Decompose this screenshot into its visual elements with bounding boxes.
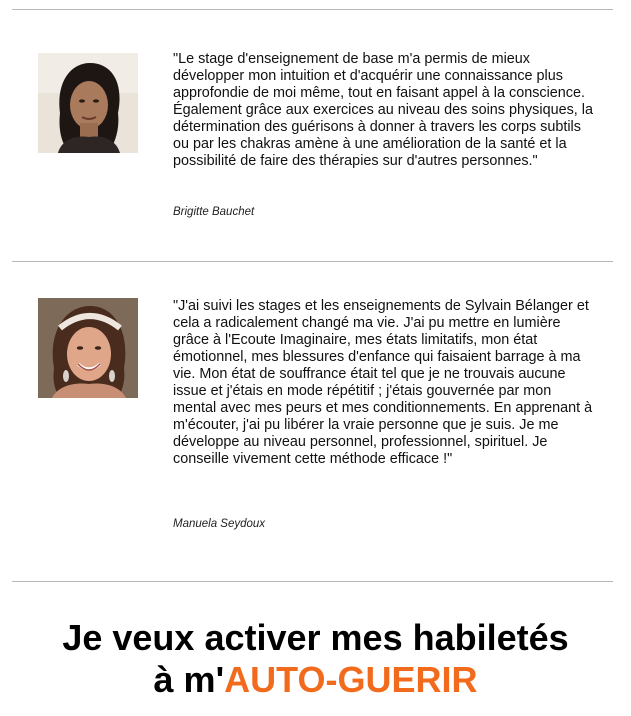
cta-line-2-prefix: à m'	[153, 659, 225, 700]
testimonial-author: Brigitte Bauchet	[173, 206, 255, 218]
divider-bottom	[12, 581, 613, 582]
avatar-manuela	[38, 298, 138, 398]
cta-line-1: Je veux activer mes habiletés	[62, 617, 569, 658]
divider-middle	[12, 261, 613, 262]
testimonial-quote: "J'ai suivi les stages et les enseignements de Sylvain Bélanger et cela a radicalement changé ma vie. J'ai pu mettre en lumière grâce à l'Ecoute Imaginaire, mes états limitatifs, mon état émotionnel, mes blessures d'enfance qui faisaient barrage à ma vie. Mon état de souffrance était tel que je ne trouvais aucune issue et j'étais en mode répétitif ; j'étais gouvernée par mon mental avec mes peurs et mes conditionnements. En apprenant à m'écouter, j'ai pu libérer la vraie personne que je suis. Je me développe au niveau personnel, professionnel, spirituel. Je conseille vivement cette méthode efficace !"	[173, 298, 593, 467]
divider-top	[12, 9, 613, 10]
cta-heading	[0, 617, 631, 701]
avatar-brigitte	[38, 53, 138, 153]
testimonial-quote: "Le stage d'enseignement de base m'a permis de mieux développer mon intuition et d'acquérir une connaissance plus approfondie de moi même, tout en faisant appel à la conscience. Également grâce aux exercices au niveau des soins physiques, la détermination des guérisons à donner à travers les corps subtils ou par les chakras amène à une amélioration de la santé et la possibilité de faire des thérapies sur d'autres personnes."	[173, 51, 593, 169]
cta-line-2-accent: AUTO-GUERIR	[224, 659, 478, 700]
testimonial-author: Manuela Seydoux	[173, 518, 266, 530]
